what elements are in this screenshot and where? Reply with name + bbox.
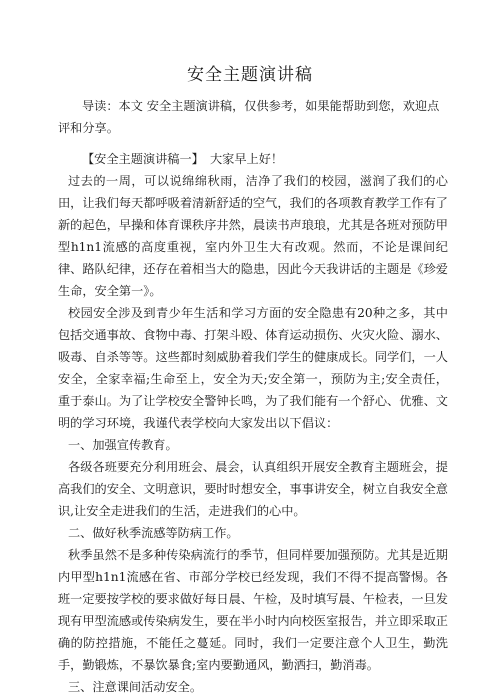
document-body — [58, 148, 448, 698]
section-heading: 三、注意课间活动安全。 — [68, 680, 203, 694]
body-paragraph: 校园安全涉及到青少年生活和学习方面的安全隐患有20种之多，其中包括交通事故、食物中毒、打架斗殴、体育运动损伤、火灾火险、溺水、吸毒、自杀等等。这些都时刻威胁着我们学生的健康成长。同学们，一人安全，全家幸福;生命至上，安全为天;安全第一，预防为主;安全责任，重于泰山。为了让学校安全警钟长鸣，为了我们能有一个舒心、优雅、文明的学习环境，我谨代表学校向大家发出以下倡议： — [58, 306, 448, 430]
section-text: 秋季虽然不是多种传染病流行的季节，但同样要加强预防。尤其是近期内甲型h1n1流感在省、市部分学校已经发现，我们不得不提高警惕。各班一定要按学校的要求做好每日晨、午检，及时填写晨、午检表，一旦发现有甲型流感或传染病发生，要在半小时内向校医室报告，并立即采取正确的防控措施，不能任之蔓延。同时，我们一定要注意个人卫生，勤洗手，勤锻炼，不暴饮暴食;室内要勤通风，勤洒扫，勤消毒。 — [58, 548, 448, 672]
section-text: 各级各班要充分利用班会、晨会，认真组织开展安全教育主题班会，提高我们的安全、文明意识，要时时想安全，事事讲安全，树立自我安全意识,让安全走进我们的生活，走进我们的心中。 — [58, 460, 448, 518]
section-heading: 一、加强宣传教育。 — [68, 438, 178, 452]
intro-paragraph: 导读：本文 安全主题演讲稿，仅供参考，如果能帮助到您，欢迎点评和分享。 — [58, 99, 440, 135]
section-heading: 二、做好秋季流感等防病工作。 — [68, 526, 239, 540]
body-paragraph: 过去的一周，可以说绵绵秋雨，洁净了我们的校园，滋润了我们的心田，让我们每天都呼吸着清新舒适的空气，我们的各项教育教学工作有了新的起色，早操和体育课秩序井然，晨读书声琅琅，尤其是各班对预防甲型h1n1流感的高度重视，室内外卫生大有改观。然而，不论是课间纪律、路队纪律，还存在着相当大的隐患，因此今天我讲话的主题是《珍爱生命，安全第一》。 — [58, 174, 448, 298]
speech-heading: 【安全主题演讲稿一】 大家早上好！ — [82, 152, 284, 166]
document-title: 安全主题演讲稿 — [187, 65, 313, 85]
